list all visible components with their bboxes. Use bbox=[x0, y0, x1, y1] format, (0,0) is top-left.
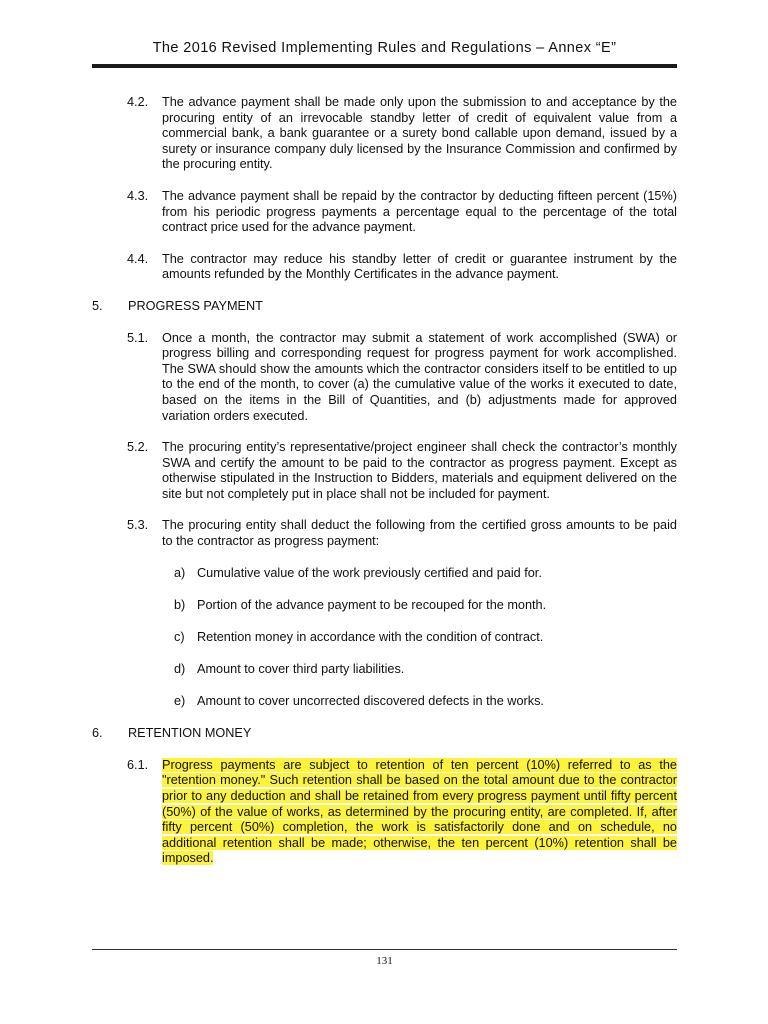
list-item bbox=[92, 662, 677, 678]
paragraph-text: The advance payment shall be made only upon the submission to and acceptance by the procuring entity of an irrevocable standby letter of credit of equivalent value from a commercial bank, a bank guarantee or a surety bond callable upon demand, issued by a surety or insurance company duly licensed by the Insurance Commission and confirmed by the procuring entity. bbox=[162, 95, 677, 172]
paragraph-5-2 bbox=[92, 440, 677, 502]
list-letter: b) bbox=[174, 597, 186, 612]
paragraph-number: 6.1. bbox=[127, 757, 149, 772]
paragraph-text: The procuring entity shall deduct the following from the certified gross amounts to be paid to the contractor as progress payment: bbox=[162, 518, 677, 549]
list-item bbox=[92, 566, 677, 582]
paragraph-5-1 bbox=[92, 331, 677, 425]
paragraph-text: The procuring entity’s representative/project engineer shall check the contractor’s monthly SWA and certify the amount to be paid to the contractor as progress payment. Except as otherwise stipulated in the Instruction to Bidders, materials and equipment delivered on the site but not completely put in place shall not be included for payment. bbox=[162, 440, 677, 501]
list-item bbox=[92, 694, 677, 710]
list-text: Amount to cover uncorrected discovered defects in the works. bbox=[197, 694, 544, 709]
section-heading-5 bbox=[92, 299, 677, 315]
running-header: The 2016 Revised Implementing Rules and Regulations – Annex “E” bbox=[152, 40, 617, 56]
section-title: RETENTION MONEY bbox=[128, 726, 252, 741]
page-number: 131 bbox=[376, 955, 393, 967]
paragraph-4-4 bbox=[92, 252, 677, 283]
paragraph-number: 4.2. bbox=[127, 95, 149, 109]
document-body bbox=[92, 95, 677, 883]
list-letter: a) bbox=[174, 565, 186, 580]
paragraph-number: 5.1. bbox=[127, 330, 149, 345]
highlight-mark: Progress payments are subject to retention of ten percent (10%) referred to as the "retention money." Such retention shall be based on the total amount due to the contractor prior to any deduction and shall be retained from every progress payment until fifty percent (50%) of the value of works, as determined by the procuring entity, are completed. If, after fifty percent (50%) completion, the work is satisfactorily done and on schedule, no additional retention shall be made; otherwise, the ten percent (10%) retention shall be imposed. bbox=[162, 757, 677, 866]
list-letter: e) bbox=[174, 694, 186, 709]
paragraph-4-3 bbox=[92, 189, 677, 236]
section-number: 5. bbox=[92, 298, 103, 313]
paragraph-text: Once a month, the contractor may submit a statement of work accomplished (SWA) or progress billing and corresponding request for progress payment for work accomplished. The SWA should show the amounts which the contractor considers itself to be entitled to up to the end of the month, to cover (a) the cumulative value of the works it executed to date, based on the items in the Bill of Quantities, and (b) adjustments made for approved variation orders executed. bbox=[162, 330, 677, 423]
list-letter: d) bbox=[174, 661, 186, 676]
paragraph-text: The contractor may reduce his standby letter of credit or guarantee instrument by the amounts refunded by the Monthly Certificates in the advance payment. bbox=[162, 251, 677, 282]
list-item bbox=[92, 598, 677, 614]
section-heading-6 bbox=[92, 726, 677, 742]
list-text: Portion of the advance payment to be recouped for the month. bbox=[197, 597, 547, 612]
section-number: 6. bbox=[92, 726, 103, 741]
paragraph-number: 4.4. bbox=[127, 251, 149, 266]
paragraph-number: 5.2. bbox=[127, 440, 149, 455]
list-text: Cumulative value of the work previously certified and paid for. bbox=[197, 565, 542, 580]
section-title: PROGRESS PAYMENT bbox=[128, 298, 263, 313]
list-text: Amount to cover third party liabilities. bbox=[197, 661, 405, 676]
paragraph-text: The advance payment shall be repaid by the contractor by deducting fifteen percent (15%) from his periodic progress payments a percentage equal to the percentage of the total contract price used for the advance payment. bbox=[162, 188, 677, 235]
list-letter: c) bbox=[174, 629, 185, 644]
paragraph-number: 4.3. bbox=[127, 188, 149, 203]
header-rule bbox=[92, 64, 677, 68]
footer-rule bbox=[92, 949, 677, 950]
paragraph-5-3 bbox=[92, 518, 677, 549]
list-item bbox=[92, 630, 677, 646]
paragraph-text-highlighted bbox=[162, 758, 677, 867]
paragraph-6-1 bbox=[92, 758, 677, 867]
paragraph-number: 5.3. bbox=[127, 518, 149, 533]
paragraph-4-2 bbox=[92, 95, 677, 173]
list-text: Retention money in accordance with the condition of contract. bbox=[197, 629, 544, 644]
